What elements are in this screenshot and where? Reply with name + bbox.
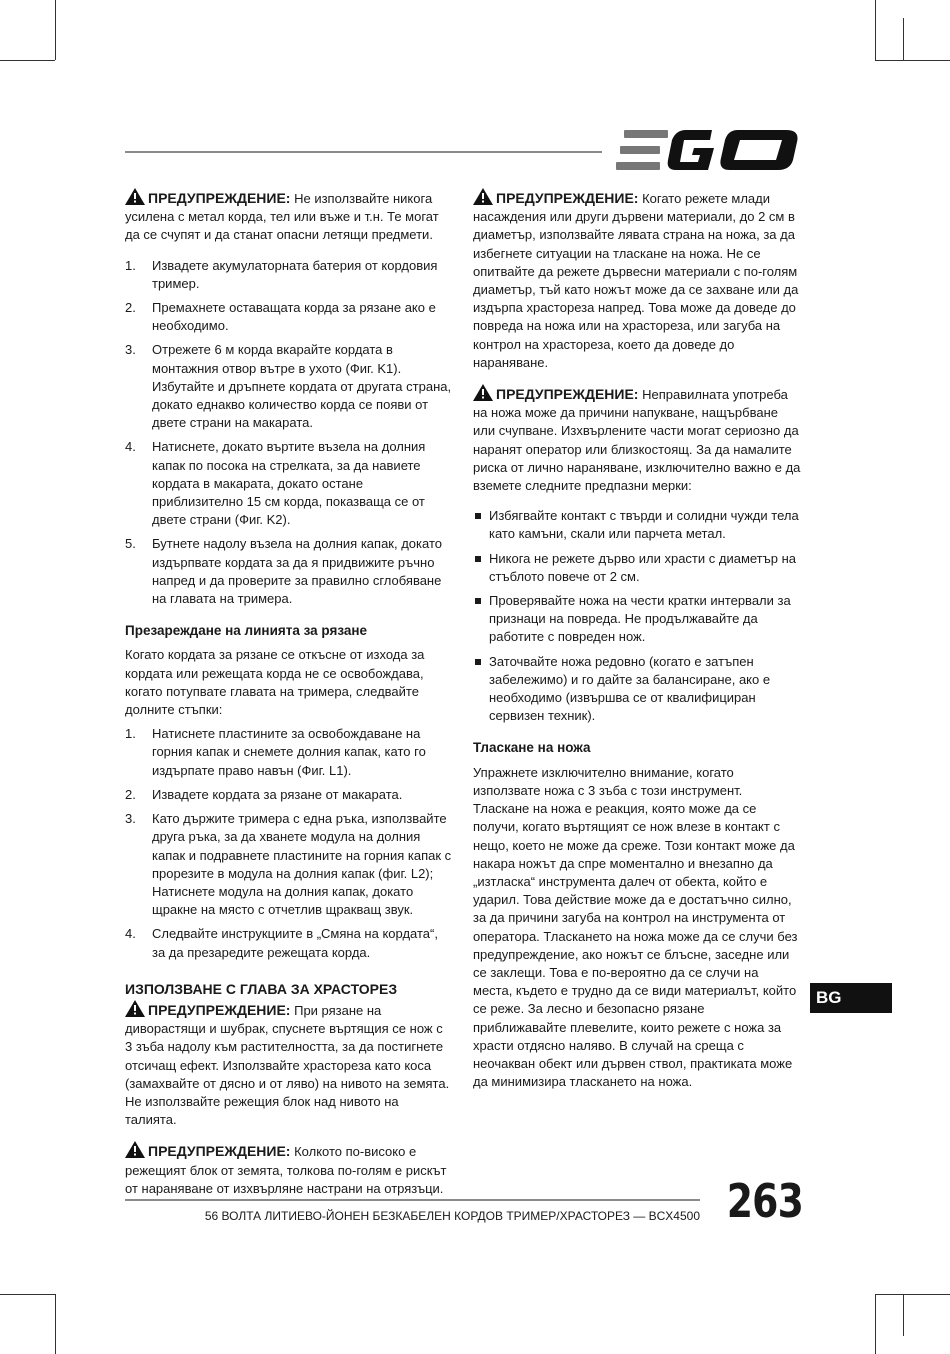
step-number: 3. [125, 342, 136, 358]
bullet-icon [475, 659, 481, 665]
list-item [125, 810, 453, 919]
step-number: 2. [125, 300, 136, 316]
warning-block [125, 1000, 453, 1129]
step-text: Натиснете, докато въртите възела на долния капак по посока на стрелката, за да навиете кордата в макарата, докато остане приблизително 15 см корда, показваща се от двете страни (Фиг. K2). [152, 439, 426, 528]
warning-icon [125, 1141, 145, 1158]
list-item [125, 438, 453, 529]
warning-title: ПРЕДУПРЕЖДЕНИЕ: [148, 1001, 291, 1018]
crop-mark [55, 0, 56, 60]
list-item [473, 550, 801, 586]
precautions-list [473, 507, 801, 725]
warning-text: Когато режете млади насаждения или други дървени материали, до 2 см в диаметър, използвайте лявата страна на ножа, за да избегнете ситуации на тласкане на ножа. Не се опитвайте да режете дървесни материали с по-голям диаметър, тъй като ножът може да се захване или да издърпа храстореза напред. Това може да доведе до повреда на ножа или на храстореза, или загуба на контрол на храстореза, което да доведе до нараняване. [473, 191, 799, 370]
page-number: 263 [726, 1174, 803, 1228]
step-number: 2. [125, 786, 136, 802]
warning-title: ПРЕДУПРЕЖДЕНИЕ: [496, 190, 639, 206]
left-column [125, 188, 453, 1210]
warning-icon [473, 384, 493, 401]
kickback-text: Упражнете изключително внимание, когато използвате ножа с 3 зъба с този инструмент. Тласкане на ножа е реакция, която може да се получи, когато въртящият се нож влезе в контакт с нещо, което не може да среже. Този контакт може да накара ножът да спре моментално и внезапно да „изтласка“ инструмента далеч от обекта, който е ударил. Това действие може да е достатъчно силно, за да причини загуба на контрол на инструмента от оператора. Тласкането на ножа може да се случи без предупреждение, ако ножът се блъсне, заседне или се заклещи. Това е по-вероятно да се случи на места, където е трудно да се види материалът, който се реже. За лесно и безопасно рязане приближавайте плевелите, които режете с ножа за храсти отдясно наляво. В случай на среща с неочакван обект или дървен ствол, практиката може да минимизира тласкането на ножа. [473, 764, 798, 1090]
bullet-text: Избягвайте контакт с твърди и солидни чужди тела като камъни, скали или парчета метал. [489, 508, 799, 542]
list-item [473, 592, 801, 647]
right-column [473, 188, 801, 1103]
list-item [473, 507, 801, 543]
footer-title: 56 ВОЛТА ЛИТИЕВО-ЙОНЕН БЕЗКАБЕЛЕН КОРДОВ ТРИМЕР/ХРАСТОРЕЗ — BCX4500 [204, 1209, 700, 1223]
list-item [125, 341, 453, 432]
list-item [125, 786, 453, 804]
section-heading: ИЗПОЛЗВАНЕ С ГЛАВА ЗА ХРАСТОРЕЗ [125, 980, 398, 997]
step-number: 5. [125, 536, 136, 552]
crop-mark [875, 0, 876, 60]
ego-logo [616, 128, 802, 174]
crop-mark [0, 1294, 55, 1295]
language-tab: BG [810, 983, 892, 1013]
list-item [125, 257, 453, 293]
crop-mark [875, 1294, 950, 1295]
warning-block [125, 188, 453, 245]
list-item [473, 653, 801, 726]
step-number: 4. [125, 926, 136, 942]
warning-text: Неправилната употреба на ножа може да причини напукване, нащърбване или счупване. Изхвърлените части могат сериозно да наранят оператор или близкостоящ. За да намалите риска от лично нараняване, изключително важно е да вземете следните предпазни мерки: [473, 387, 801, 494]
bullet-icon [475, 556, 481, 562]
step-text: Премахнете оставащата корда за рязане ако е необходимо. [152, 300, 436, 334]
warning-text: Не използвайте никога усилена с метал корда, тел или въже и т.н. Те могат да се счупят и да станат опасни летящи предмети. [125, 191, 439, 243]
bullet-icon [475, 513, 481, 519]
bullet-text: Никога не режете дърво или храсти с диаметър на стъблото повече от 2 см. [489, 550, 797, 584]
step-number: 1. [125, 257, 136, 273]
step-text: Отрежете 6 м корда вкарайте кордата в монтажния отвор вътре в ухото (Фиг. K1). Избутайте и дръпнете кордата от другата страна, докато еднакво количество корда се появи от двете страни на макарата. [152, 342, 452, 431]
reload-intro: Когато кордата за рязане се откъсне от изхода за кордата или режещата корда не се освобождава, когато потупвате главата на тримера, следвайте долните стъпки: [125, 647, 425, 718]
header-rule [125, 151, 602, 153]
crop-mark [875, 1294, 876, 1354]
list-item [125, 725, 453, 780]
step-text: Натиснете пластините за освобождаване на горния капак и снемете долния капак, като го издърпате право навън (Фиг. L1). [152, 726, 426, 778]
crop-mark [903, 18, 904, 60]
step-number: 3. [125, 811, 136, 827]
warning-icon [125, 1000, 145, 1017]
step-text: Извадете кордата за рязане от макарата. [152, 786, 403, 802]
reload-heading: Презареждане на линията за рязане [125, 623, 368, 639]
step-text: Следвайте инструкциите в „Смяна на кордата“, за да презаредите режещата корда. [152, 926, 438, 960]
bullet-text: Проверявайте ножа на чести кратки интервали за признаци на повреда. Не продължавайте да работите с повреден нож. [489, 593, 791, 645]
footer-rule [125, 1199, 700, 1201]
crop-mark [903, 1294, 904, 1336]
warning-block [125, 1141, 453, 1198]
kickback-heading: Тласкане на ножа [473, 740, 591, 756]
step-number: 1. [125, 726, 136, 742]
step-number: 4. [125, 439, 136, 455]
steps-list [125, 257, 453, 609]
warning-title: ПРЕДУПРЕЖДЕНИЕ: [148, 190, 291, 206]
step-text: Като държите тримера с една ръка, използвайте друга ръка, за да хванете модула на долния капак и подравнете пластините на горния капак с прорезите в модула на долния капак (фиг. L2); Натиснете модула на долния капак, докато щракне на място с отчетлив щракващ звук. [152, 811, 452, 918]
warning-title: ПРЕДУПРЕЖДЕНИЕ: [496, 386, 639, 403]
crop-mark [55, 1294, 56, 1354]
warning-block [473, 188, 801, 372]
step-text: Бутнете надолу възела на долния капак, докато издърпвате кордата за да я придвижите ръчно напред и да проверите за правилно сглобяване на главата на тримера. [152, 536, 442, 607]
crop-mark [875, 60, 950, 61]
warning-text: При рязане на диворастящи и шубрак, спуснете въртящия се нож с 3 зъба надолу към растителността, за да постигнете отсичащ ефект. Използвайте храстореза като коса (замахвайте от дясно и от ляво) на нивото на земята. Не използвайте режещия блок над нивото на талията. [125, 1002, 450, 1128]
crop-mark [0, 60, 55, 61]
list-item [125, 925, 453, 961]
warning-icon [473, 188, 493, 205]
warning-icon [125, 188, 145, 205]
warning-block [473, 384, 801, 495]
list-item [125, 535, 453, 608]
warning-title: ПРЕДУПРЕЖДЕНИЕ: [148, 1143, 291, 1160]
warning-text: Колкото по-високо е режещият блок от земята, толкова по-голям е рискът от нараняване от изхвърляне настрани на отрязъци. [125, 1144, 447, 1196]
bullet-icon [475, 598, 481, 604]
step-text: Извадете акумулаторната батерия от кордовия тример. [152, 257, 438, 291]
bullet-text: Заточвайте ножа редовно (когато е затъпен забележимо) и го дайте за балансиране, ако е необходимо (извършва се от квалифициран сервизен техник). [489, 653, 771, 724]
list-item [125, 299, 453, 335]
steps-list [125, 725, 453, 961]
